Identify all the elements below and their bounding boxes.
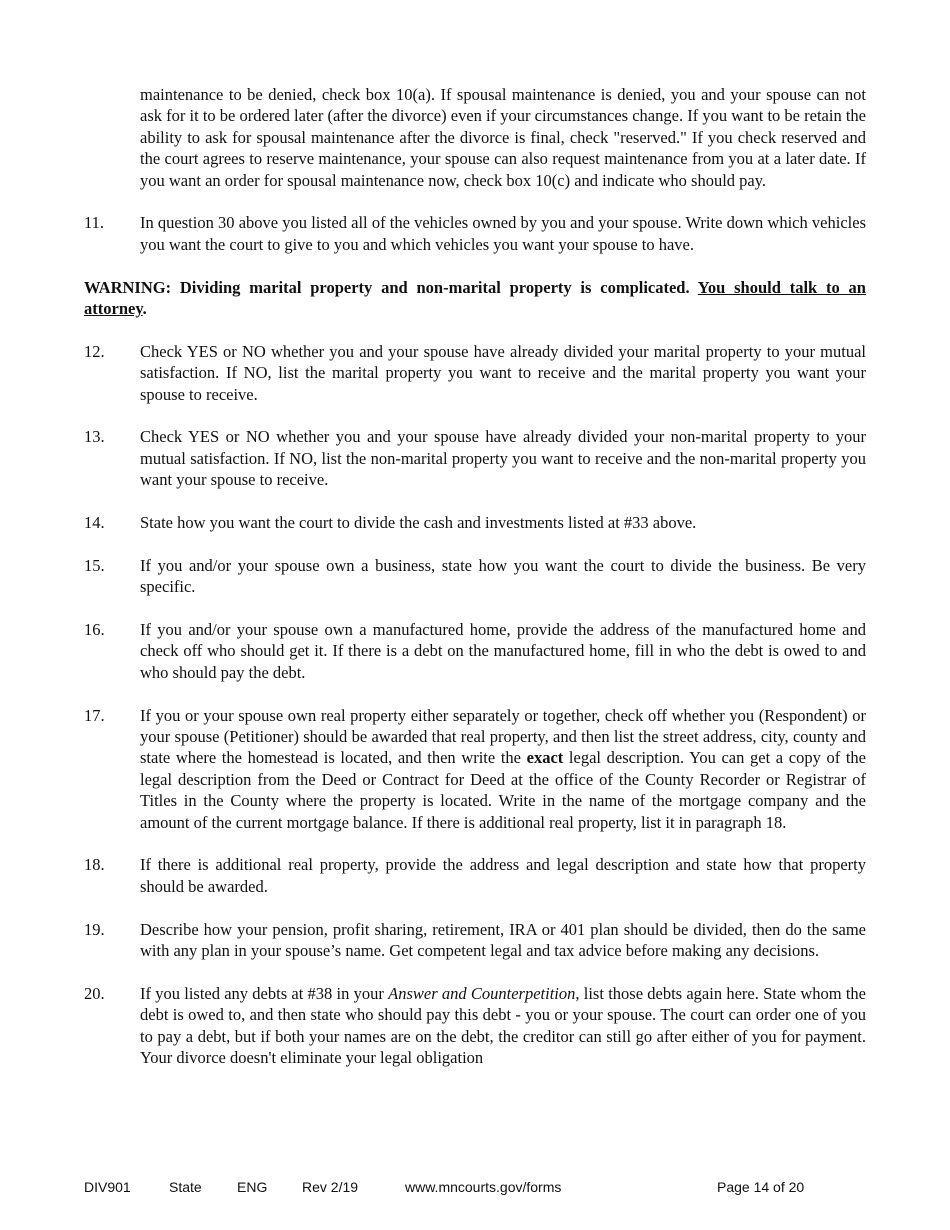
item-14	[84, 512, 866, 533]
item-text: If you and/or your spouse own a business, state how you want the court to divide the business. Be very specific.	[140, 555, 866, 597]
item-number: 14.	[84, 513, 105, 533]
item-number: 18.	[84, 855, 105, 875]
item-number: 19.	[84, 919, 105, 939]
item-number: 11.	[84, 213, 105, 233]
item-text: In question 30 above you listed all of the vehicles owned by you and your spouse. Write down which vehicles you want the court to give to you and which vehicles you want your spouse to have.	[140, 213, 866, 254]
item-number: 20.	[84, 983, 105, 1003]
paragraph-10-continuation: maintenance to be denied, check box 10(a). If spousal maintenance is denied, you and your spouse can not ask for it to be ordered later (after the divorce) even if your circumstances change. If you want to be retain the ability to ask for spousal maintenance after the divorce is final, check "reserved." If you check reserved and the court agrees to reserve maintenance, your spouse can also request maintenance from you at a later date. If you want an order for spousal maintenance now, check box 10(c) and indicate who should pay.	[140, 85, 866, 190]
item-20	[84, 983, 866, 1069]
item-19	[84, 919, 866, 962]
item-text: State how you want the court to divide the cash and investments listed at #33 above.	[140, 513, 697, 533]
item-text	[140, 706, 866, 832]
footer-revision: Rev 2/19	[302, 1179, 359, 1195]
footer-forms-link[interactable]: www.mncourts.gov/forms	[405, 1179, 562, 1195]
item-number: 16.	[84, 620, 105, 640]
footer-page-number: Page 14 of 20	[717, 1179, 805, 1195]
item-18	[84, 854, 866, 897]
item-12	[84, 341, 866, 405]
item-text-part: If you or your spouse own real property either separately or together, check off whether you (Respondent) or your spouse (Petitioner) should be awarded that real property, and then list the street address, city, county and state where the homestead is located, and then write the	[140, 705, 866, 768]
item-17	[84, 705, 866, 833]
attorney-warning	[84, 277, 866, 320]
item-text-part: legal description. You can get a copy of the legal description from the Deed or Contract for Deed at the office of the County Recorder or Registrar of Titles in the County where the property is located. Write in the name of the mortgage company and the amount of the current mortgage balance. If there is additional real property, list it in paragraph 18.	[140, 748, 866, 832]
item-number: 13.	[84, 427, 105, 447]
item-number: 12.	[84, 341, 105, 361]
item-15	[84, 555, 866, 598]
item-number: 17.	[84, 705, 105, 725]
item-text: If there is additional real property, provide the address and legal description and state how that property should be awarded.	[140, 855, 866, 896]
item-text: Check YES or NO whether you and your spouse have already divided your non-marital property to your mutual satisfaction. If NO, list the non-marital property you want to receive and the non-marital property you want your spouse to receive.	[140, 427, 866, 490]
item-16	[84, 619, 866, 683]
warning-attorney-text: You should talk to an attorney	[84, 277, 866, 319]
item-text-bold: exact	[526, 748, 564, 768]
footer-form-id: DIV901	[84, 1179, 131, 1195]
warning-lead: WARNING: Dividing marital property and non-marital property is complicated.	[84, 277, 698, 297]
footer-language: ENG	[237, 1179, 268, 1195]
item-text	[140, 984, 866, 1067]
item-11	[84, 212, 866, 255]
item-text: If you and/or your spouse own a manufactured home, provide the address of the manufactured home and check off who should get it. If there is a debt on the manufactured home, fill in who the debt is owed to and who should pay the debt.	[140, 620, 866, 682]
item-number: 15.	[84, 555, 105, 575]
warning-end: .	[142, 299, 147, 319]
page-footer	[84, 1179, 866, 1199]
item-text-part: , list those debts again here. State whom the debt is owed to, and then state who should pay this debt - you or your spouse. The court can order one of you to pay a debt, but if both your names are on the debt, the creditor can still go after either of you for payment. Your divorce doesn't eliminate your legal obligation	[140, 983, 866, 1068]
item-text: Check YES or NO whether you and your spouse have already divided your marital property to your mutual satisfaction. If NO, list the marital property you want to receive and the marital property you want your spouse to receive.	[140, 341, 866, 404]
footer-state: State	[169, 1179, 202, 1195]
item-text: Describe how your pension, profit sharing, retirement, IRA or 401 plan should be divided, then do the same with any plan in your spouse’s name. Get competent legal and tax advice before making any decisions.	[140, 919, 866, 961]
item-text-italic: Answer and Counterpetition	[388, 983, 576, 1003]
item-13	[84, 426, 866, 490]
document-body	[84, 84, 866, 1069]
item-text-part: If you listed any debts at #38 in your	[140, 983, 389, 1003]
